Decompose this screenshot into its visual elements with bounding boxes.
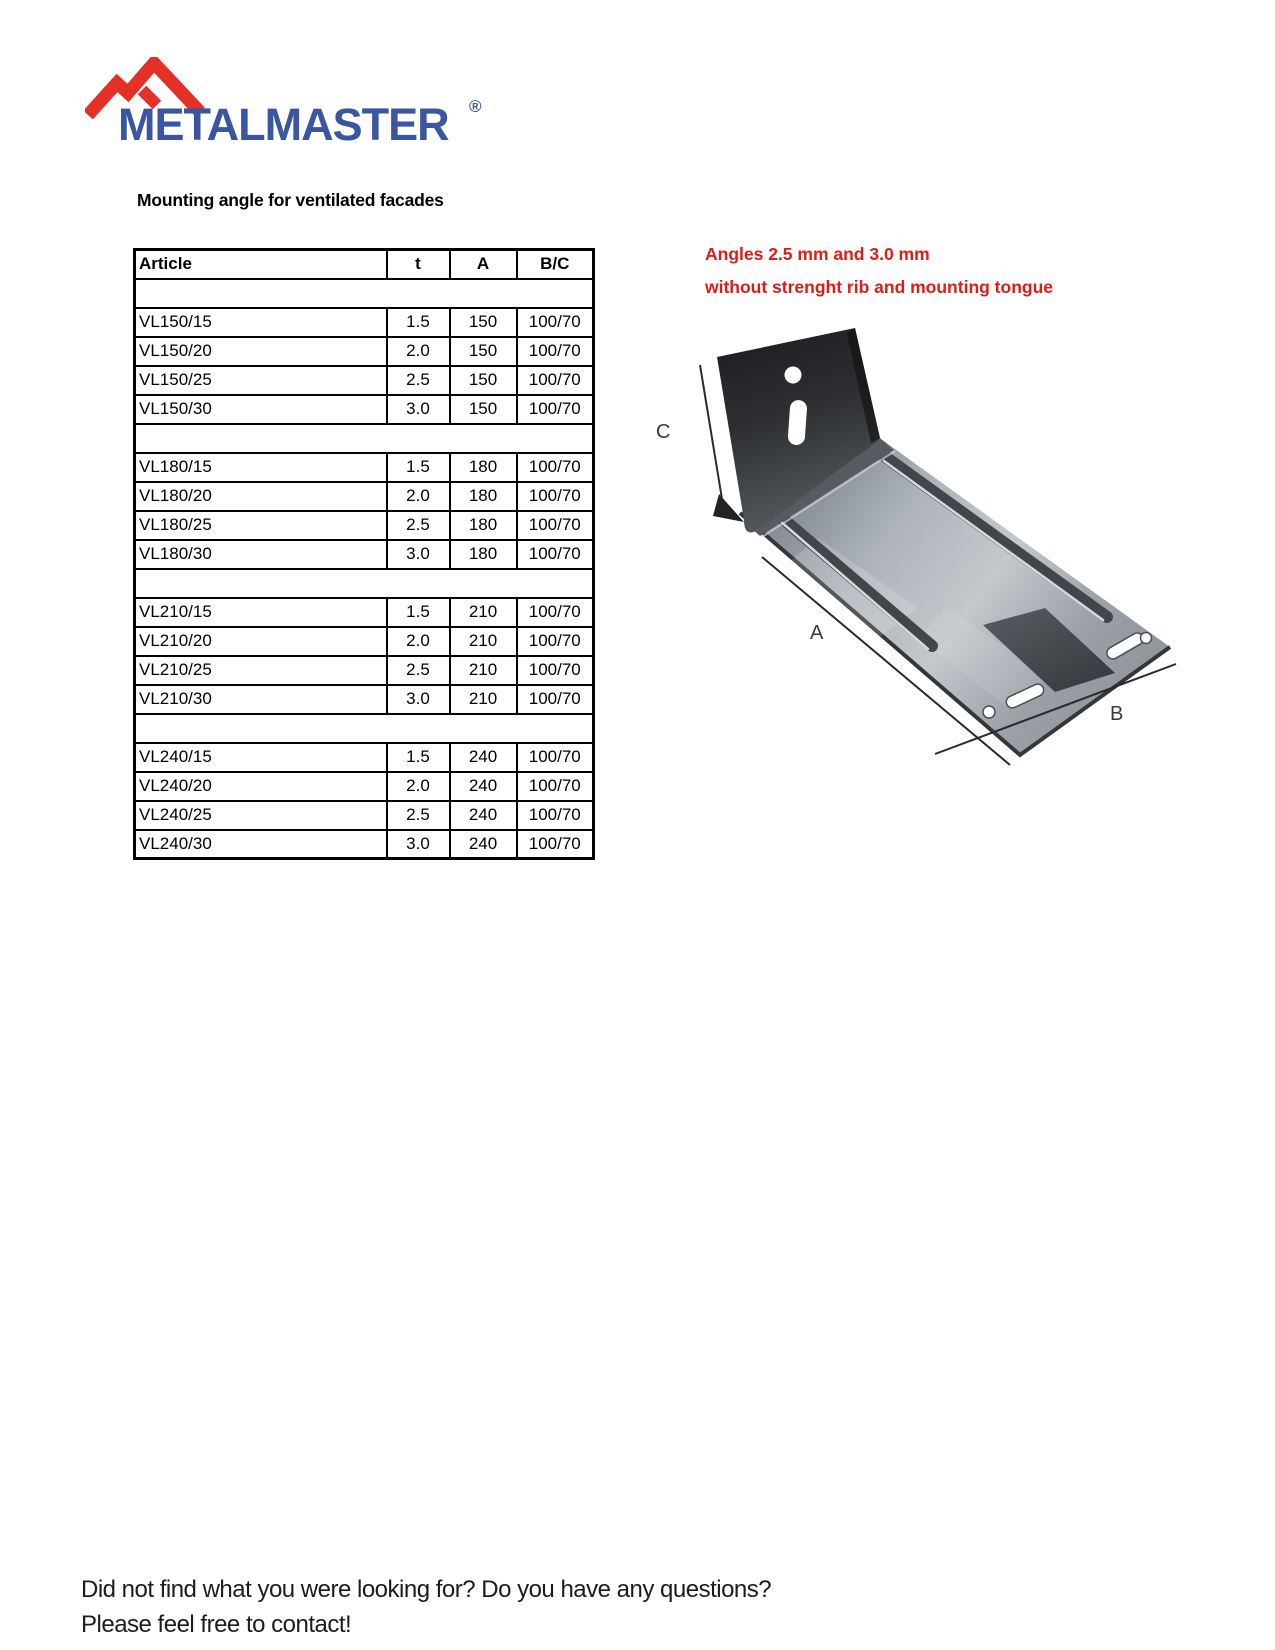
cell-value: 240 <box>450 743 517 772</box>
column-header-bc: B/C <box>517 250 594 279</box>
wall-mounting-slot <box>787 399 807 445</box>
cell-article: VL180/25 <box>135 511 387 540</box>
cell-value: 180 <box>450 453 517 482</box>
red-note <box>705 238 1053 304</box>
table-row <box>135 453 594 482</box>
cell-value: 180 <box>450 482 517 511</box>
cell-value: 210 <box>450 656 517 685</box>
registered-trademark-symbol: ® <box>469 97 482 116</box>
cell-value: 100/70 <box>517 801 594 830</box>
cell-article: VL150/30 <box>135 395 387 424</box>
table-header-row <box>135 250 594 279</box>
table-row <box>135 801 594 830</box>
cell-article: VL240/25 <box>135 801 387 830</box>
cell-value: 2.0 <box>387 337 450 366</box>
cell-value: 2.5 <box>387 801 450 830</box>
mounting-angle-photo <box>618 308 1178 768</box>
cell-value: 3.0 <box>387 685 450 714</box>
cell-value: 100/70 <box>517 830 594 859</box>
cell-article: VL240/20 <box>135 772 387 801</box>
cell-value: 150 <box>450 395 517 424</box>
cell-value: 100/70 <box>517 656 594 685</box>
footer-contact-text <box>81 1572 771 1642</box>
cell-value: 2.0 <box>387 627 450 656</box>
cell-article: VL210/15 <box>135 598 387 627</box>
cell-value: 240 <box>450 772 517 801</box>
cell-value: 150 <box>450 337 517 366</box>
table-row <box>135 337 594 366</box>
cell-article: VL150/25 <box>135 366 387 395</box>
column-header-t: t <box>387 250 450 279</box>
cell-value: 1.5 <box>387 743 450 772</box>
cell-article: VL210/25 <box>135 656 387 685</box>
table-row <box>135 772 594 801</box>
wall-mounting-hole <box>785 367 802 384</box>
cell-article: VL150/20 <box>135 337 387 366</box>
table-row <box>135 540 594 569</box>
cell-value: 1.5 <box>387 453 450 482</box>
cell-value: 100/70 <box>517 366 594 395</box>
cell-value: 240 <box>450 830 517 859</box>
table-row <box>135 656 594 685</box>
table-row <box>135 598 594 627</box>
table-row <box>135 511 594 540</box>
dimension-label-b: B <box>1110 703 1124 725</box>
cell-value: 210 <box>450 627 517 656</box>
cell-value: 100/70 <box>517 453 594 482</box>
table-row <box>135 743 594 772</box>
cell-article: VL180/30 <box>135 540 387 569</box>
table-separator-row <box>135 714 594 743</box>
cell-value: 210 <box>450 685 517 714</box>
cell-article: VL210/20 <box>135 627 387 656</box>
cell-article: VL240/30 <box>135 830 387 859</box>
cell-value: 100/70 <box>517 627 594 656</box>
cell-value: 180 <box>450 511 517 540</box>
dimension-line-c <box>700 365 722 499</box>
cell-value: 100/70 <box>517 743 594 772</box>
cell-article: VL150/15 <box>135 308 387 337</box>
table-separator-row <box>135 569 594 598</box>
cell-value: 1.5 <box>387 308 450 337</box>
cell-value: 150 <box>450 308 517 337</box>
cell-value: 2.0 <box>387 772 450 801</box>
column-header-a: A <box>450 250 517 279</box>
cell-value: 180 <box>450 540 517 569</box>
cell-article: VL180/20 <box>135 482 387 511</box>
table-row <box>135 830 594 859</box>
cell-value: 3.0 <box>387 540 450 569</box>
table-separator-row <box>135 424 594 453</box>
cell-value: 100/70 <box>517 395 594 424</box>
column-header-article: Article <box>135 250 387 279</box>
cell-article: VL180/15 <box>135 453 387 482</box>
table-row <box>135 482 594 511</box>
footer-line1: Did not find what you were looking for? Do you have any questions? <box>81 1576 772 1603</box>
cell-value: 2.5 <box>387 511 450 540</box>
table-separator-row <box>135 279 594 308</box>
cell-value: 3.0 <box>387 395 450 424</box>
cell-value: 240 <box>450 801 517 830</box>
cell-value: 2.5 <box>387 366 450 395</box>
red-note-line2: without strenght rib and mounting tongue <box>705 277 1054 297</box>
cell-value: 100/70 <box>517 337 594 366</box>
cell-value: 100/70 <box>517 685 594 714</box>
cell-value: 100/70 <box>517 482 594 511</box>
cell-value: 100/70 <box>517 540 594 569</box>
dimension-label-c: C <box>656 421 671 443</box>
product-spec-table <box>133 248 595 860</box>
cell-value: 2.5 <box>387 656 450 685</box>
cell-value: 100/70 <box>517 598 594 627</box>
dimension-label-a: A <box>810 622 824 644</box>
page-title: Mounting angle for ventilated facades <box>137 190 444 210</box>
cell-value: 3.0 <box>387 830 450 859</box>
cell-article: VL240/15 <box>135 743 387 772</box>
table-row <box>135 366 594 395</box>
table-row <box>135 627 594 656</box>
cell-value: 2.0 <box>387 482 450 511</box>
cell-value: 100/70 <box>517 308 594 337</box>
fixing-hole <box>983 706 995 718</box>
table-row <box>135 685 594 714</box>
footer-line2: Please feel free to contact! <box>81 1611 352 1638</box>
cell-value: 100/70 <box>517 511 594 540</box>
cell-value: 210 <box>450 598 517 627</box>
cell-article: VL210/30 <box>135 685 387 714</box>
table-row <box>135 308 594 337</box>
cell-value: 1.5 <box>387 598 450 627</box>
cell-value: 150 <box>450 366 517 395</box>
brand-logo-text: METALMASTER <box>118 99 449 150</box>
fixing-hole <box>1141 633 1152 644</box>
cell-value: 100/70 <box>517 772 594 801</box>
red-note-line1: Angles 2.5 mm and 3.0 mm <box>705 244 930 264</box>
table-row <box>135 395 594 424</box>
